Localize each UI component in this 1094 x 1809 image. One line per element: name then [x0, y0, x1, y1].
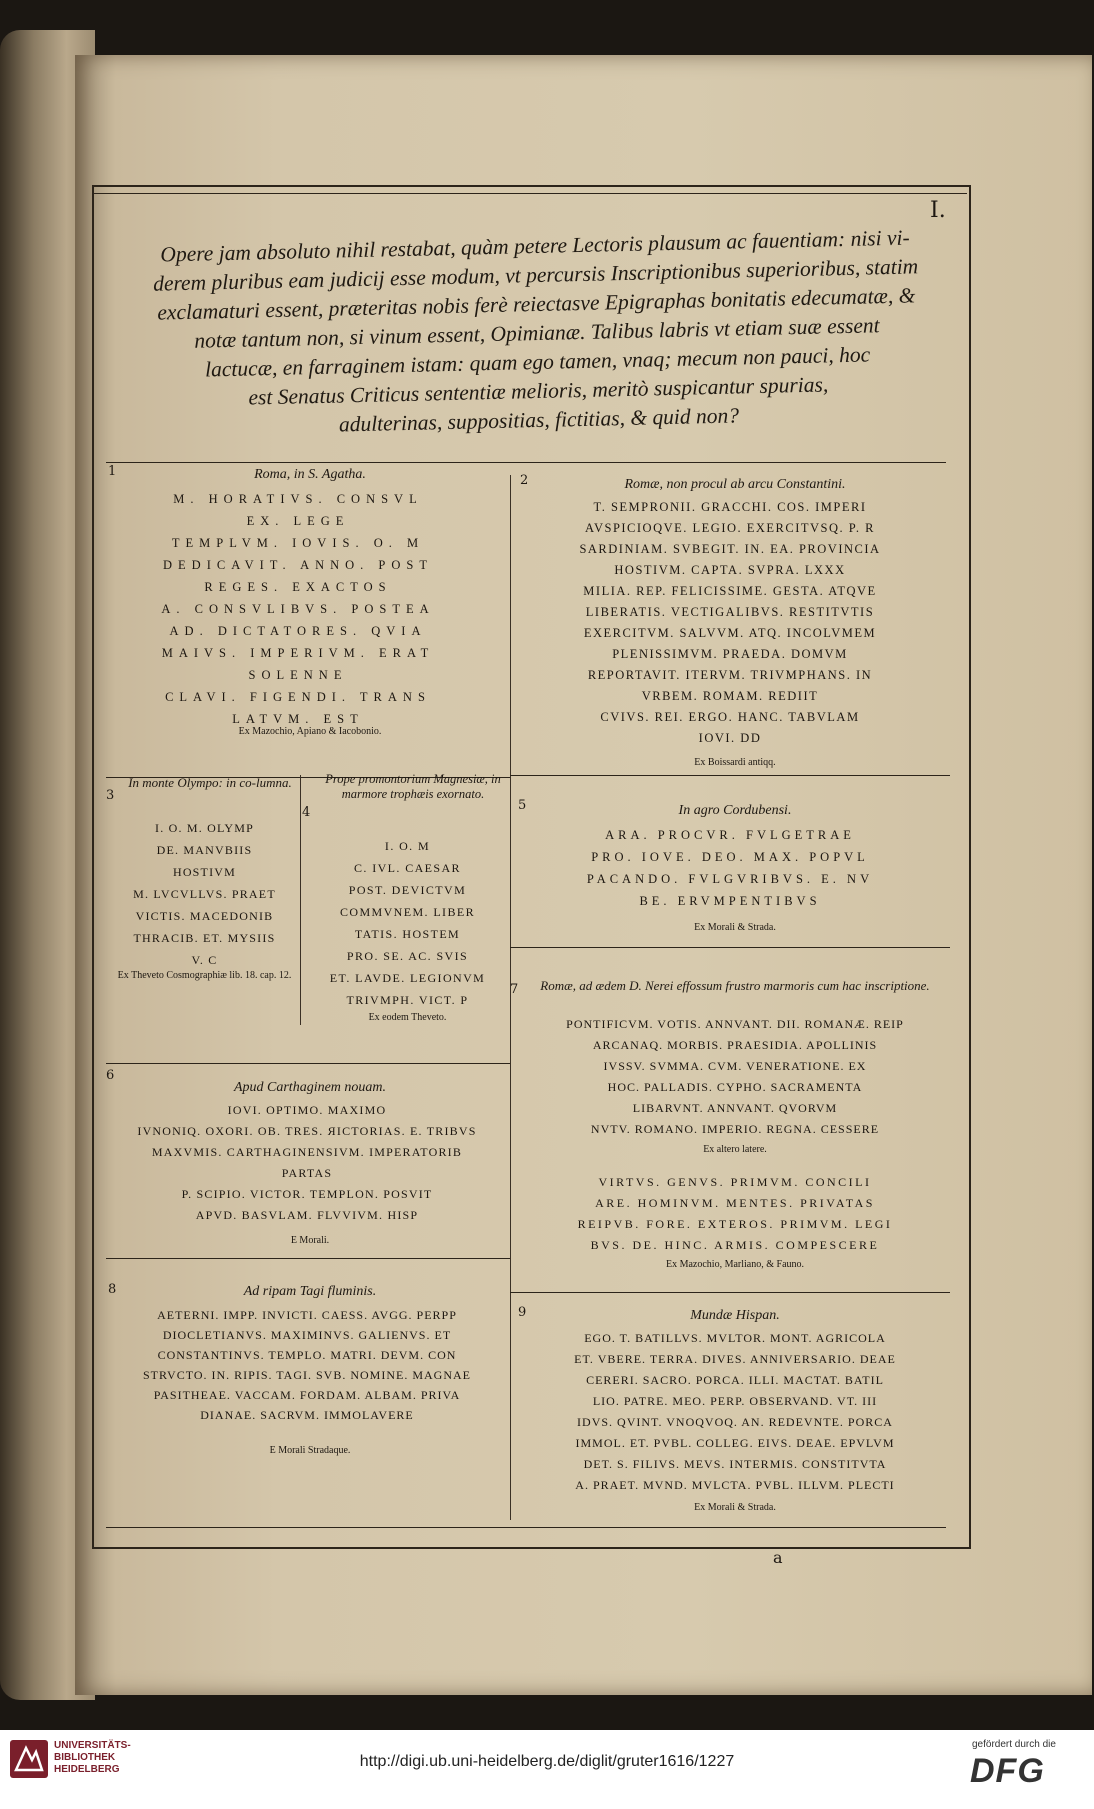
inscription-line: DIANAE. SACRVM. IMMOLAVERE [200, 1408, 414, 1422]
inscription-line: ARE. HOMINVM. MENTES. PRIVATAS [595, 1196, 875, 1210]
inscription-source: Ex Morali & Strada. [694, 1502, 776, 1513]
inscription-heading: Romæ, ad ædem D. Nerei effossum frustro marmoris cum hac inscriptione. [540, 978, 930, 993]
inscription-heading: In monte Olympo: in co-lumna. [128, 775, 292, 790]
library-name-line: HEIDELBERG [54, 1764, 120, 1775]
inscription-line: C. IVL. CAESAR [354, 861, 461, 875]
intro-line: lactucæ, en farraginem istam: quam ego tamen, vnaq; mecum non pauci, hoc [204, 342, 871, 382]
inscription-line: CVIVS. REI. ERGO. HANC. TABVLAM [600, 710, 860, 724]
inscription-line: PONTIFICVM. VOTIS. ANNVANT. DII. ROMANÆ. REIP [566, 1017, 904, 1031]
intro-line: adulterinas, suppositias, fictitias, & quid non? [338, 403, 740, 437]
inscription-heading: Mundæ Hispan. [690, 1308, 780, 1323]
inscription-line: DET. S. FILIVS. MEVS. INTERMIS. CONSTITVTA [583, 1457, 887, 1471]
inscription-line: T. SEMPRONII. GRACCHI. COS. IMPERI [593, 500, 867, 514]
inscription-line: MAXVMIS. CARTHAGINENSIVM. IMPERATORIB [151, 1145, 463, 1159]
inscription-line: LIO. PATRE. MEO. PERP. OBSERVAND. VT. III [592, 1394, 878, 1408]
inscription-number: 8 [108, 1282, 117, 1297]
frame-inner-rule [92, 193, 967, 194]
inscription-number: 5 [518, 798, 527, 813]
inscription-line: VRBEM. ROMAM. REDIIT [641, 689, 819, 703]
inscription-line: NVTV. ROMANO. IMPERIO. REGNA. CESSERE [590, 1122, 880, 1136]
intro-line: exclamaturi essent, præteritas nobis ferè reiectasve Epigraphas bonitatis edecumatæ, & [157, 283, 916, 325]
inscription-number: 6 [106, 1068, 115, 1083]
inscription-line: M. HORATIVS. CONSVL [173, 492, 423, 506]
library-name-line: UNIVERSITÄTS- [54, 1740, 131, 1751]
inscription-line: MILIA. REP. FELICISSIME. GESTA. ATQVE [583, 584, 877, 598]
inscription-text [112, 1305, 502, 1425]
inscription-line: PASITHEAE. VACCAM. FORDAM. ALBAM. PRIVA [153, 1388, 461, 1402]
inscription-source: E Morali. [290, 1235, 330, 1246]
inscription-line: LIBERATIS. VECTIGALIBVS. RESTITVTIS [585, 605, 875, 619]
inscription-heading: Romæ, non procul ab arcu Constantini. [624, 477, 846, 492]
inscription-line: REPORTAVIT. ITERVM. TRIVMPHANS. IN [587, 668, 873, 682]
inscription-source: E Morali Stradaque. [269, 1445, 351, 1456]
inscription-line: LATVM. EST [232, 712, 364, 726]
inscription-heading: Prope promontorium Magnesiæ, in marmore trophæis exornato. [325, 772, 501, 801]
inscription-source: Ex Morali & Strada. [694, 922, 776, 933]
inscription-line: DIOCLETIANVS. MAXIMINVS. GALIENVS. ET [162, 1328, 452, 1342]
library-name-line: BIBLIOTHEK [54, 1752, 116, 1763]
inscription-line: COMMVNEM. LIBER [339, 905, 475, 919]
dfg-logo[interactable]: DFG [970, 1752, 1045, 1790]
inscription-line: IMMOL. ET. PVBL. COLLEG. EIVS. DEAE. EPVLVM [575, 1436, 895, 1450]
inscription-line: PACANDO. FVLGVRIBVS. E. NV [586, 872, 874, 886]
intro-line: Opere jam absoluto nihil restabat, quàm petere Lectoris plausum ac fauentiam: nisi vi- [160, 225, 910, 267]
inscription-source: Ex eodem Theveto. [368, 1012, 447, 1023]
inscription-line: TATIS. HOSTEM [354, 927, 461, 941]
inscription-heading: Roma, in S. Agatha. [254, 467, 366, 482]
inscription-line: M. LVCVLLVS. PRAET [133, 887, 276, 901]
inscription-number: 2 [520, 473, 529, 488]
inscription-source: Ex Mazochio, Apiano & Iacobonio. [238, 726, 382, 737]
inscription-line: VICTIS. MACEDONIB [135, 909, 274, 923]
inscription-line: EX. LEGE [246, 514, 350, 528]
inscription-line: POST. DEVICTVM [348, 883, 467, 897]
inscription-note: Ex altero latere. [703, 1144, 767, 1155]
inscription-line: LIBARVNT. ANNVANT. QVORVM [632, 1101, 838, 1115]
inscription-number: 4 [302, 805, 311, 820]
inscription-line: CONSTANTINVS. TEMPLO. MATRI. DEVM. CON [157, 1348, 457, 1362]
inscription-line: MAIVS. IMPERIVM. ERAT [161, 646, 435, 660]
inscription-line: PRO. IOVE. DEO. MAX. POPVL [591, 850, 869, 864]
inscription-text [118, 488, 478, 730]
rule-left-2 [106, 1063, 510, 1064]
inscription-line: HOSTIVM. CAPTA. SVPRA. LXXX [614, 563, 846, 577]
page-number: I. [930, 198, 946, 223]
inscription-heading: Apud Carthaginem nouam. [233, 1080, 387, 1095]
inscription-line: V. C [191, 953, 218, 967]
inscription-source: Ex Boissardi antiqq. [694, 757, 776, 768]
inscription-line: ARA. PROCVR. FVLGETRAE [605, 828, 855, 842]
inscription-line: PRO. SE. AC. SVIS [346, 949, 469, 963]
rule-left-3 [106, 1258, 510, 1259]
inscription-line: P. SCIPIO. VICTOR. TEMPLON. POSVIT [181, 1187, 433, 1201]
bottom-rule [106, 1527, 946, 1528]
inscription-line: PLENISSIMVM. PRAEDA. DOMVM [612, 647, 848, 661]
inscription-line: VIRTVS. GENVS. PRIMVM. CONCILI [598, 1175, 872, 1189]
inscription-text [525, 1328, 945, 1496]
intro-line: est Senatus Criticus sententiæ melioris, meritò suspicantur spurias, [248, 372, 829, 410]
inscription-line: ARCANAQ. MORBIS. PRAESIDIA. APOLLINIS [592, 1038, 878, 1052]
column-rule [510, 475, 511, 1520]
inscription-text-reverse [525, 1172, 945, 1256]
column-rule-inner [300, 775, 301, 1025]
inscription-line: A. PRAET. MVND. MVLCTA. PVBL. ILLVM. PLECTI [575, 1478, 895, 1492]
inscription-line: DEDICAVIT. ANNO. POST [163, 558, 433, 572]
inscription-line: TRIVMPH. VICT. P [346, 993, 469, 1007]
inscription-line: HOSTIVM [172, 865, 237, 879]
inscription-heading: In agro Cordubensi. [678, 803, 792, 818]
inscription-number: 9 [518, 1305, 527, 1320]
inscription-text [530, 497, 930, 749]
rule-right-2 [510, 947, 950, 948]
inscription-source: Ex Theveto Cosmographiæ lib. 18. cap. 12. [117, 970, 292, 981]
inscription-line: I. O. M [384, 839, 431, 853]
funding-note: gefördert durch die [972, 1739, 1056, 1750]
inscription-text [525, 824, 935, 912]
inscription-number: 1 [108, 464, 117, 479]
inscription-line: AVSPICIOQVE. LEGIO. EXERCITVSQ. P. R [585, 521, 875, 535]
inscription-line: ET. VBERE. TERRA. DIVES. ANNIVERSARIO. DEAE [574, 1352, 896, 1366]
inscription-line: IVNONIQ. OXORI. OB. TRES. ЯICTORIAS. E. TRIBVS [137, 1124, 477, 1138]
inscription-line: BE. ERVMPENTIBVS [639, 894, 821, 908]
inscription-line: AETERNI. IMPP. INVICTI. CAESS. AVGG. PERPP [157, 1308, 457, 1322]
library-name [54, 1740, 131, 1776]
intro-line: notæ tantum non, si vinum essent, Opimianæ. Talibus labris vt etiam suæ essent [194, 313, 880, 353]
inscription-text [525, 1014, 945, 1140]
intro-line: derem pluribus eam judicij esse modum, vt percursis Inscriptionibus superioribus, statim [152, 254, 919, 296]
inscription-line: EXERCITVM. SALVVM. ATQ. INCOLVMEM [583, 626, 877, 640]
inscription-line: IDVS. QVINT. VNOQVOQ. AN. REDEVNTE. PORCA [577, 1415, 893, 1429]
inscription-line: AD. DICTATORES. QVIA [169, 624, 427, 638]
inscription-line: HOC. PALLADIS. CYPHO. SACRAMENTA [607, 1080, 863, 1094]
inscription-line: BVS. DE. HINC. ARMIS. COMPESCERE [590, 1238, 880, 1252]
inscription-line: DE. MANVBIIS [156, 843, 253, 857]
inscription-line: CERERI. SACRO. PORCA. ILLI. MACTAT. BATIL [586, 1373, 884, 1387]
inscription-text [112, 1100, 502, 1226]
inscription-line: TEMPLVM. IOVIS. O. M [171, 536, 425, 550]
inscription-line: THRACIB. ET. MYSIIS [133, 931, 276, 945]
inscription-line: APVD. BASVLAM. FLVVIVM. HISP [195, 1208, 419, 1222]
rule-right-1 [510, 775, 950, 776]
inscription-heading: Ad ripam Tagi fluminis. [243, 1284, 377, 1299]
inscription-line: IOVI. OPTIMO. MAXIMO [227, 1103, 387, 1117]
inscription-text [310, 835, 505, 1011]
inscription-line: SARDINIAM. SVBEGIT. IN. EA. PROVINCIA [579, 542, 881, 556]
inscription-line: EGO. T. BATILLVS. MVLTOR. MONT. AGRICOLA [584, 1331, 886, 1345]
inscription-line: I. O. M. OLYMP [155, 821, 254, 835]
page-url[interactable]: http://digi.ub.uni-heidelberg.de/diglit/gruter1616/1227 [359, 1753, 735, 1770]
inscription-line: REGES. EXACTOS [204, 580, 392, 594]
inscription-number: 7 [510, 982, 519, 997]
inscription-line: SOLENNE [248, 668, 348, 682]
inscription-line: A. CONSVLIBVS. POSTEA [161, 602, 435, 616]
inscription-text [112, 817, 297, 971]
inscription-line: IOVI. DD [698, 731, 762, 745]
library-emblem-icon [10, 1740, 48, 1778]
inscription-line: ET. LAVDE. LEGIONVM [329, 971, 486, 985]
intro-paragraph [116, 223, 958, 445]
rule-right-3 [510, 1292, 950, 1293]
inscription-line: CLAVI. FIGENDI. TRANS [165, 690, 431, 704]
inscription-line: REIPVB. FORE. EXTEROS. PRIMVM. LEGI [577, 1217, 893, 1231]
inscription-line: STRVCTO. IN. RIPIS. TAGI. SVB. NOMINE. MAGNAE [143, 1368, 471, 1382]
intro-rule [106, 462, 946, 463]
inscription-line: PARTAS [281, 1166, 333, 1180]
signature-mark: a [773, 1548, 783, 1567]
inscription-line: IVSSV. SVMMA. CVM. VENERATIONE. EX [603, 1059, 867, 1073]
inscription-number: 3 [106, 788, 115, 803]
inscription-source: Ex Mazochio, Marliano, & Fauno. [665, 1259, 805, 1270]
